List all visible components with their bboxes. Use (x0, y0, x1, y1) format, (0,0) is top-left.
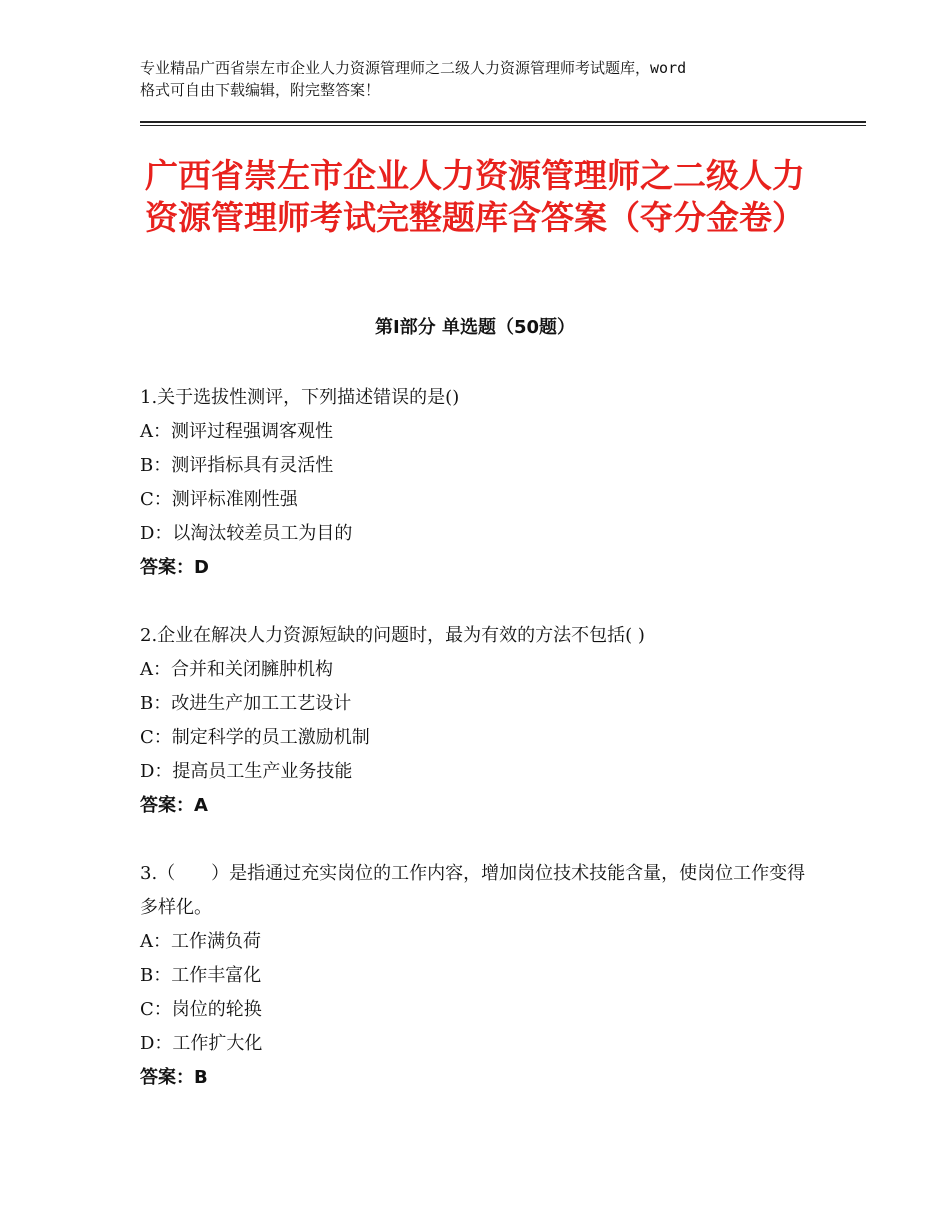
option-a: A：工作满负荷 (140, 931, 261, 952)
option-b: B：改进生产加工工艺设计 (140, 693, 352, 714)
header-note-line-1: 专业精品广西省崇左市企业人力资源管理师之二级人力资源管理师考试题库，word (140, 59, 687, 77)
option-b: B：测评指标具有灵活性 (140, 455, 334, 476)
question-stem: 3.（ ）是指通过充实岗位的工作内容，增加岗位技术技能含量，使岗位工作变得多样化。 (140, 863, 806, 918)
question-item (140, 381, 820, 585)
option-d: D：以淘汰较差员工为目的 (140, 523, 353, 544)
option-c: C：测评标准刚性强 (140, 489, 298, 510)
question-list (140, 381, 820, 1129)
document-title: 广西省崇左市企业人力资源管理师之二级人力资源管理师考试完整题库含答案（夺分金卷） (145, 156, 805, 237)
header-divider-thin (140, 125, 866, 126)
header-note-line-2: 格式可自由下载编辑，附完整答案！ (140, 81, 381, 99)
question-stem: 1.关于选拔性测评，下列描述错误的是() (140, 387, 460, 408)
answer-text: 答案：A (140, 795, 208, 816)
option-a: A：测评过程强调客观性 (140, 421, 333, 442)
header-note (140, 57, 840, 101)
question-stem: 2.企业在解决人力资源短缺的问题时，最为有效的方法不包括( ) (140, 625, 645, 646)
question-item (140, 857, 820, 1095)
option-b: B：工作丰富化 (140, 965, 262, 986)
option-a: A：合并和关闭臃肿机构 (140, 659, 333, 680)
answer-text: 答案：B (140, 1067, 208, 1088)
option-d: D：提高员工生产业务技能 (140, 761, 353, 782)
header-divider-thick (140, 121, 866, 123)
option-c: C：岗位的轮换 (140, 999, 262, 1020)
section-heading: 第Ⅰ部分 单选题（50题） (374, 317, 575, 338)
answer-text: 答案：D (140, 557, 209, 578)
option-d: D：工作扩大化 (140, 1033, 263, 1054)
question-item (140, 619, 820, 823)
option-c: C：制定科学的员工激励机制 (140, 727, 370, 748)
